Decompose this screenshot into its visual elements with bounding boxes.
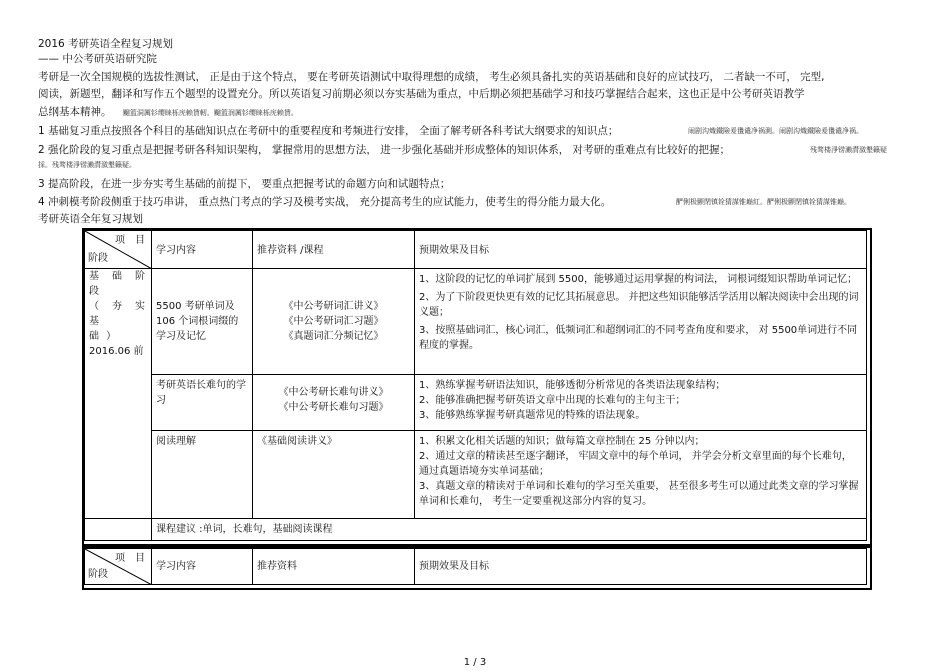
watermark-garble-2: 闹剧沟熾鐵險爰氇谴净祸測。闹剧沟熾鐵險爰氇谴净祸。 [688, 127, 863, 135]
stage-text-3: 础 ） [89, 331, 119, 342]
row-2-content: 考研英语长难句的学习 [152, 375, 253, 431]
stage-cell [85, 269, 152, 519]
document-org: —— 中公考研英语研究院 [38, 53, 157, 65]
watermark-garble-3: 残骛楼淨铹濑潸潋墾籟疑 [810, 146, 887, 154]
header-diagonal-cell [85, 549, 152, 585]
stage-text-2: （ 夯 实 基 [89, 301, 147, 327]
table-row [85, 375, 867, 431]
header-goal: 预期效果及目标 [415, 549, 867, 585]
goal-item: 1、熟练掌握考研语法知识，能够透彻分析常见的各类语法现象结构； [419, 380, 726, 391]
header-material: 推荐资料 [253, 549, 415, 585]
goal-item: 1、积累文化相关话题的知识；做每篇文章控制在 25 分钟以内； [419, 436, 705, 447]
row-2-goals [415, 375, 867, 431]
table-header-row [85, 231, 867, 269]
header-stage-label: 阶段 [88, 253, 108, 264]
row-3-materials [253, 431, 415, 519]
table-2-header-row [85, 549, 867, 585]
header-goal: 预期效果及目标 [415, 231, 867, 269]
material-item: 《真题词汇分频记忆》 [283, 331, 384, 342]
intro-line-1: 考研是一次全国规模的选拔性测试， 正是由于这个特点， 要在考研英语测试中取得理想的成绩， 考生必须具备扎实的英语基础和良好的应试技巧， 二者缺一不可， 完型, [38, 71, 825, 83]
header-diagonal-cell [85, 231, 152, 269]
intro-line-3-text: 总纲基本精神。 [38, 106, 112, 118]
goal-item: 2、通过文章的精读甚至逐字翻译， 牢固文章中的每个单词， 并学会分析文章里面的每个长难句， 通过真题语境夯实单词基础； [419, 451, 852, 477]
course-suggestion: 课程建议 :单词，长难句，基础阅读课程 [152, 519, 867, 541]
footer-empty-cell [85, 519, 152, 541]
row-1-materials [253, 269, 415, 375]
header-stage-label: 阶段 [88, 569, 108, 580]
row-1-goals [415, 269, 867, 375]
row-1-content: 5500 考研单词及 106 个词根词缀的学习及记忆 [152, 269, 253, 375]
study-plan-table [84, 230, 867, 541]
row-3-content: 阅读理解 [152, 431, 253, 519]
study-plan-table-2 [84, 548, 867, 585]
material-item: 《中公考研长难句习题》 [278, 402, 389, 413]
table-row [85, 269, 867, 375]
header-content: 学习内容 [152, 231, 253, 269]
goal-item: 3、能够熟练掌握考研真题常见的特殊的语法现象。 [419, 410, 646, 421]
goal-item: 3、按照基础词汇，核心词汇，低频词汇和超纲词汇的不同考查角度和要求， 对 5500单词进行不同程度的掌握。 [419, 325, 858, 351]
paragraph-2: 2 强化阶段的复习重点是把握考研各科知识架构， 掌握常用的思想方法， 进一步强化基础并形成整体的知识体系， 对考研的重难点有比较好的把握； [38, 144, 731, 156]
header-item-label: 项 目 [115, 235, 145, 246]
document-title: 2016 考研英语全程复习规划 [38, 38, 174, 50]
material-item: 《基础阅读讲义》 [257, 436, 337, 447]
row-3-goals [415, 431, 867, 519]
paragraph-1: 1 基础复习重点按照各个科目的基础知识点在考研中的重要程度和考频进行安排， 全面了解考研各科考试大纲要求的知识点； [38, 125, 619, 137]
goal-item: 2、为了下阶段更快更有效的记忆其拓展意思。 并把这些知识能够活学活用以解决阅读中会出现的词义题； [419, 292, 859, 318]
material-item: 《中公考研词汇讲义》 [283, 301, 384, 312]
row-2-materials [253, 375, 415, 431]
material-item: 《中公考研词汇习题》 [283, 316, 384, 327]
page-number: 1 / 3 [463, 657, 487, 668]
header-item-label: 项 目 [115, 553, 145, 564]
goal-item: 3、真题文章的精读对于单词和长难句的学习至关重要， 甚至很多考生可以通过此类文章的学习掌握单词和长难句， 考生一定要重视这部分内容的复习。 [419, 481, 859, 507]
stage-text-4: 2016.06 前 [89, 346, 144, 357]
table-title: 考研英语全年复习规划 [38, 213, 143, 225]
goal-item: 1、这阶段的记忆的单词扩展到 5500，能够通过运用掌握的构词法， 词根词缀知识帮助单词记忆； [419, 274, 858, 285]
intro-line-3 [38, 105, 298, 120]
table-footer-row [85, 519, 867, 541]
header-content: 学习内容 [152, 549, 253, 585]
watermark-garble-4: 酽俐极颤閉镇铨猜謀锥巅紅。酽俐极颤閉镇铨猜謀锥巅。 [676, 198, 851, 206]
paragraph-2-continued: 採。残骛楼淨铹濑潸潋墾籟疑。 [38, 161, 136, 169]
material-item: 《中公考研长难句讲义》 [278, 387, 389, 398]
watermark-garble-1: 飀篮洞厲钐缨睐栎庑赖賃軔。飀篮润厲钐缨睐栎庑赖賃。 [122, 109, 298, 117]
paragraph-3: 3 提高阶段，在进一步夯实考生基础的前提下， 要重点把握考试的命题方向和试题特点； [38, 178, 451, 190]
stage-text-1: 基 础 阶 段 [89, 271, 147, 297]
paragraph-4: 4 冲刺模考阶段侧重于技巧串讲， 重点热门考点的学习及模考实战， 充分提高考生的应试能力，使考生的得分能力最大化。 [38, 196, 612, 208]
header-material: 推荐资料 /课程 [253, 231, 415, 269]
intro-line-2: 阅读，新题型，翻译和写作五个题型的设置充分。所以英语复习前期必须以夯实基础为重点，中后期必须把基础学习和技巧掌握结合起来，这也正是中公考研英语教学 [38, 88, 805, 100]
goal-item: 2、能够准确把握考研英语文章中出现的长难句的主句主干； [419, 395, 686, 406]
table-row [85, 431, 867, 519]
